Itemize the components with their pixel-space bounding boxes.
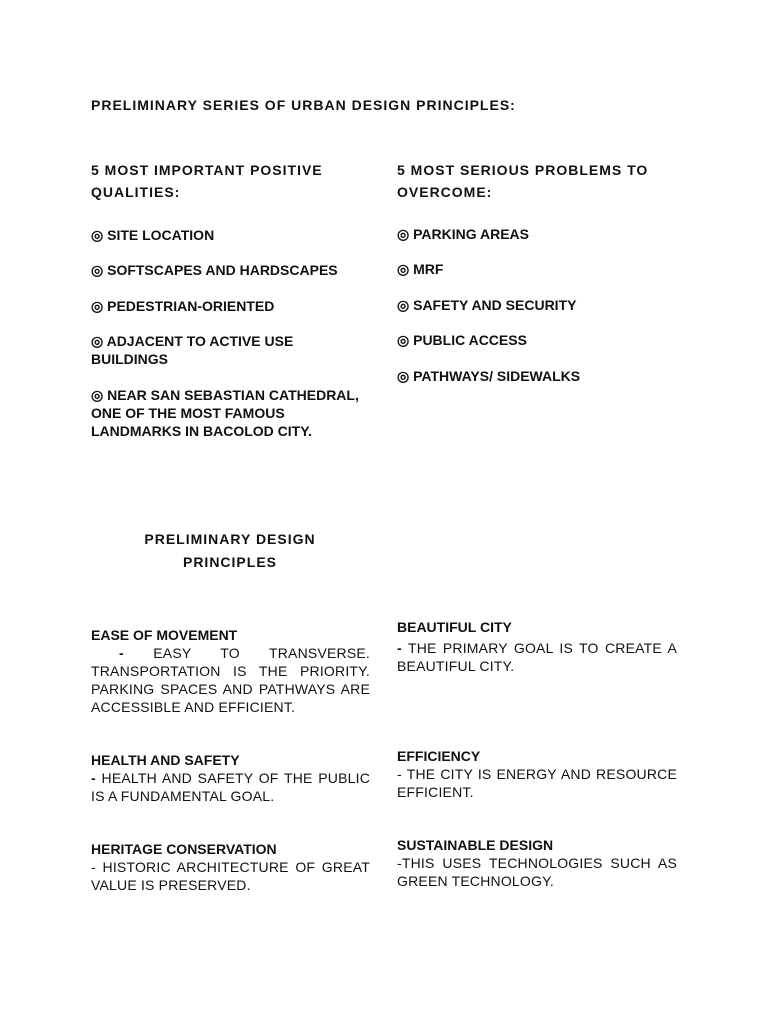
- page-title: PRELIMINARY SERIES OF URBAN DESIGN PRINCIPLES:: [91, 97, 516, 113]
- principle-body: [91, 858, 370, 894]
- positive-item: ◎ PEDESTRIAN-ORIENTED: [91, 298, 275, 314]
- principle-text: HEALTH AND SAFETY OF THE PUBLIC IS A FUNDAMENTAL GOAL.: [91, 770, 371, 804]
- principle-title: SUSTAINABLE DESIGN: [397, 837, 554, 853]
- principle-text: THIS USES TECHNOLOGIES SUCH AS GREEN TECHNOLOGY.: [397, 855, 677, 889]
- positive-qualities-heading: 5 MOST IMPORTANT POSITIVE QUALITIES:: [91, 162, 323, 200]
- principle-text: EASY TO TRANSVERSE. TRANSPORTATION IS THE PRIORITY. PARKING SPACES AND PATHWAYS ARE ACCESSIBLE AND EFFICIENT.: [91, 645, 370, 715]
- principle-heritage-conservation: [91, 840, 370, 894]
- principle-body: [397, 639, 677, 675]
- principle-dash: -: [397, 766, 402, 782]
- problems-heading: 5 MOST SERIOUS PROBLEMS TO OVERCOME:: [397, 162, 649, 200]
- positive-item: ◎ SOFTSCAPES AND HARDSCAPES: [91, 262, 338, 278]
- problem-item: ◎ SAFETY AND SECURITY: [397, 297, 577, 313]
- positive-item: ◎ ADJACENT TO ACTIVE USE BUILDINGS: [91, 333, 294, 367]
- principle-title: EFFICIENCY: [397, 748, 481, 764]
- positive-item: ◎ SITE LOCATION: [91, 227, 215, 243]
- principle-title: BEAUTIFUL CITY: [397, 619, 512, 635]
- principle-beautiful-city: [397, 618, 677, 675]
- principle-dash: -: [91, 770, 96, 786]
- principle-ease-of-movement: [91, 626, 370, 716]
- principle-dash: -: [397, 855, 402, 871]
- principle-text: THE PRIMARY GOAL IS TO CREATE A BEAUTIFUL CITY.: [397, 640, 677, 674]
- principle-title: EASE OF MOVEMENT: [91, 627, 238, 643]
- problem-item: ◎ MRF: [397, 261, 444, 277]
- problem-item: ◎ PARKING AREAS: [397, 226, 530, 242]
- principle-body: [397, 765, 677, 801]
- principle-body: [91, 769, 370, 805]
- principle-title: HEALTH AND SAFETY: [91, 752, 240, 768]
- positive-item: ◎ NEAR SAN SEBASTIAN CATHEDRAL, ONE OF THE MOST FAMOUS LANDMARKS IN BACOLOD CITY.: [91, 387, 359, 439]
- principle-title: HERITAGE CONSERVATION: [91, 841, 277, 857]
- principle-efficiency: [397, 747, 677, 801]
- principle-text: THE CITY IS ENERGY AND RESOURCE EFFICIENT.: [397, 766, 678, 800]
- principle-dash: -: [397, 640, 402, 656]
- problem-item: ◎ PATHWAYS/ SIDEWALKS: [397, 368, 581, 384]
- principle-body: [397, 854, 677, 890]
- principle-dash: -: [91, 859, 96, 875]
- principle-health-and-safety: [91, 751, 370, 805]
- design-principles-title: PRELIMINARY DESIGN PRINCIPLES: [144, 531, 316, 570]
- problem-item: ◎ PUBLIC ACCESS: [397, 332, 527, 348]
- principle-dash: -: [119, 645, 124, 661]
- principle-text: HISTORIC ARCHITECTURE OF GREAT VALUE IS PRESERVED.: [91, 859, 370, 893]
- principle-sustainable-design: [397, 836, 677, 890]
- principle-body: [91, 644, 370, 716]
